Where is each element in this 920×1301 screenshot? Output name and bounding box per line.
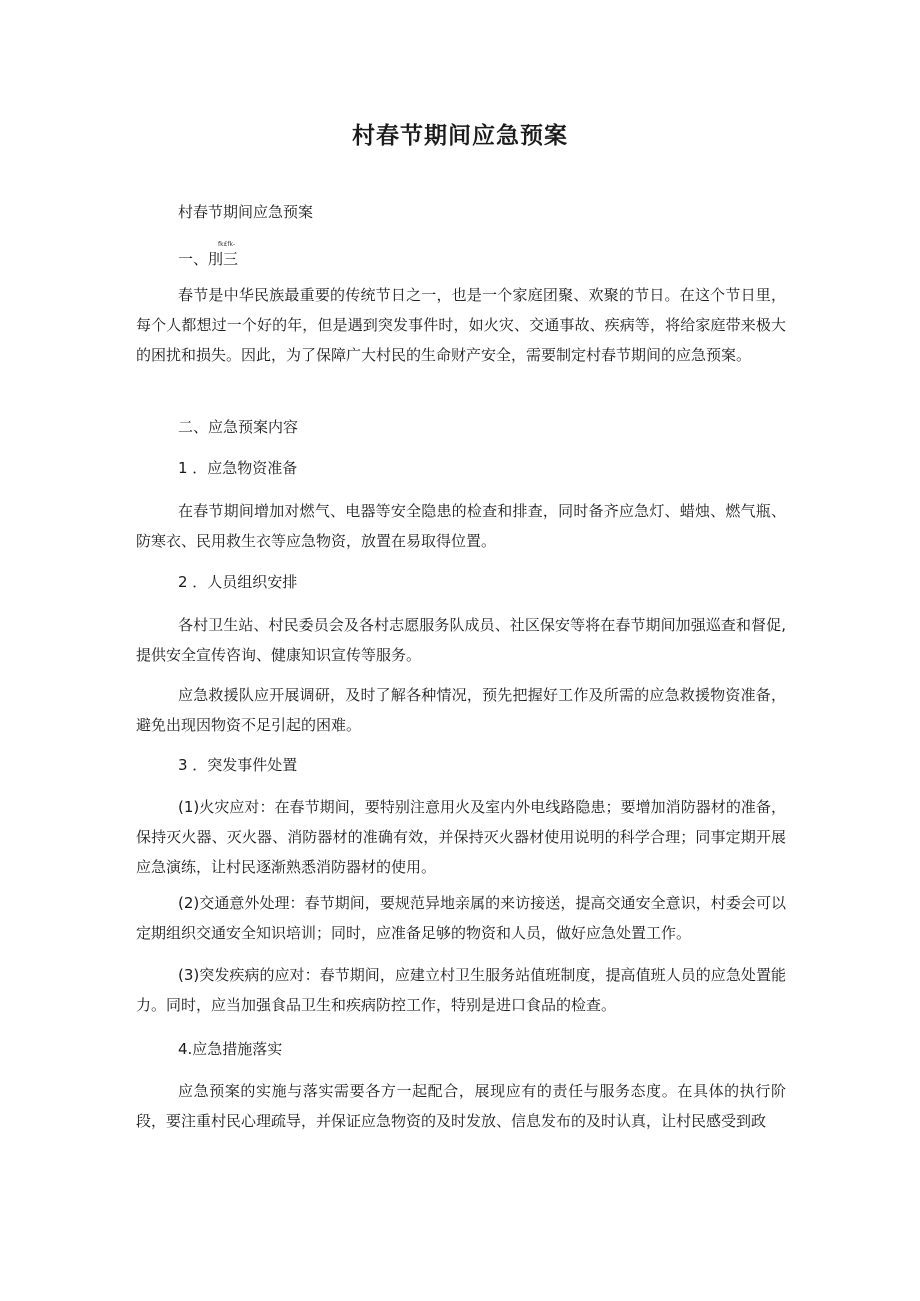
page-title: 村春节期间应急预案 <box>352 123 568 149</box>
item-3-point-1: (1)火灾应对：在春节期间，要特别注意用火及室内外电线路隐患；要增加消防器材的准备，保持灭火器、灭火器、消防器材的准确有效，并保持灭火器材使用说明的科学合理；同事定期开展应急演练，让村民逐渐熟悉消防器材的使用。 <box>136 798 786 876</box>
item-4-paragraph: 应急预案的实施与落实需要各方一起配合，展现应有的责任与服务态度。在具体的执行阶段，要注重村民心理疏导，并保证应急物资的及时发放、信息发布的及时认真，让村民感受到政 <box>136 1082 786 1130</box>
section-1-paragraph: 春节是中华民族最重要的传统节日之一，也是一个家庭团聚、欢聚的节日。在这个节日里，每个人都想过一个好的年，但是遇到突发事件时，如火灾、交通事故、疾病等，将给家庭带来极大的困扰和损失。因此，为了保障广大村民的生命财产安全，需要制定村春节期间的应急预案。 <box>136 286 786 364</box>
item-1-heading: 1 ．应急物资准备 <box>178 459 298 477</box>
item-3-point-3: (3)突发疾病的应对：春节期间，应建立村卫生服务站值班制度，提高值班人员的应急处置能力。同时，应当加强食品卫生和疾病防控工作，特别是进口食品的检查。 <box>136 966 786 1014</box>
item-3-heading: 3 ．突发事件处置 <box>178 756 298 774</box>
section-1-heading: 一、刖三 <box>178 250 239 268</box>
item-2-paragraph-1: 各村卫生站、村民委员会及各村志愿服务队成员、社区保安等将在春节期间加强巡查和督促,提供安全宣传咨询、健康知识宣传等服务。 <box>136 616 786 664</box>
subtitle: 村春节期间应急预案 <box>178 203 314 221</box>
item-2-heading: 2 ．人员组织安排 <box>178 573 298 591</box>
tiny-mark: fk£fk- <box>218 241 236 248</box>
item-3-point-2: (2)交通意外处理：春节期间，要规范异地亲属的来访接送，提高交通安全意识，村委会可以定期组织交通安全知识培训；同时，应准备足够的物资和人员，做好应急处置工作。 <box>136 894 786 942</box>
section-2-heading: 二、应急预案内容 <box>178 418 299 436</box>
item-1-paragraph: 在春节期间增加对燃气、电器等安全隐患的检查和排查，同时备齐应急灯、蜡烛、燃气瓶、防寒衣、民用救生衣等应急物资，放置在易取得位置。 <box>136 502 786 550</box>
item-2-paragraph-2: 应急救援队应开展调研，及时了解各种情况，预先把握好工作及所需的应急救援物资准备，避免出现因物资不足引起的困难。 <box>136 686 786 734</box>
item-4-heading: 4.应急措施落实 <box>178 1040 283 1058</box>
